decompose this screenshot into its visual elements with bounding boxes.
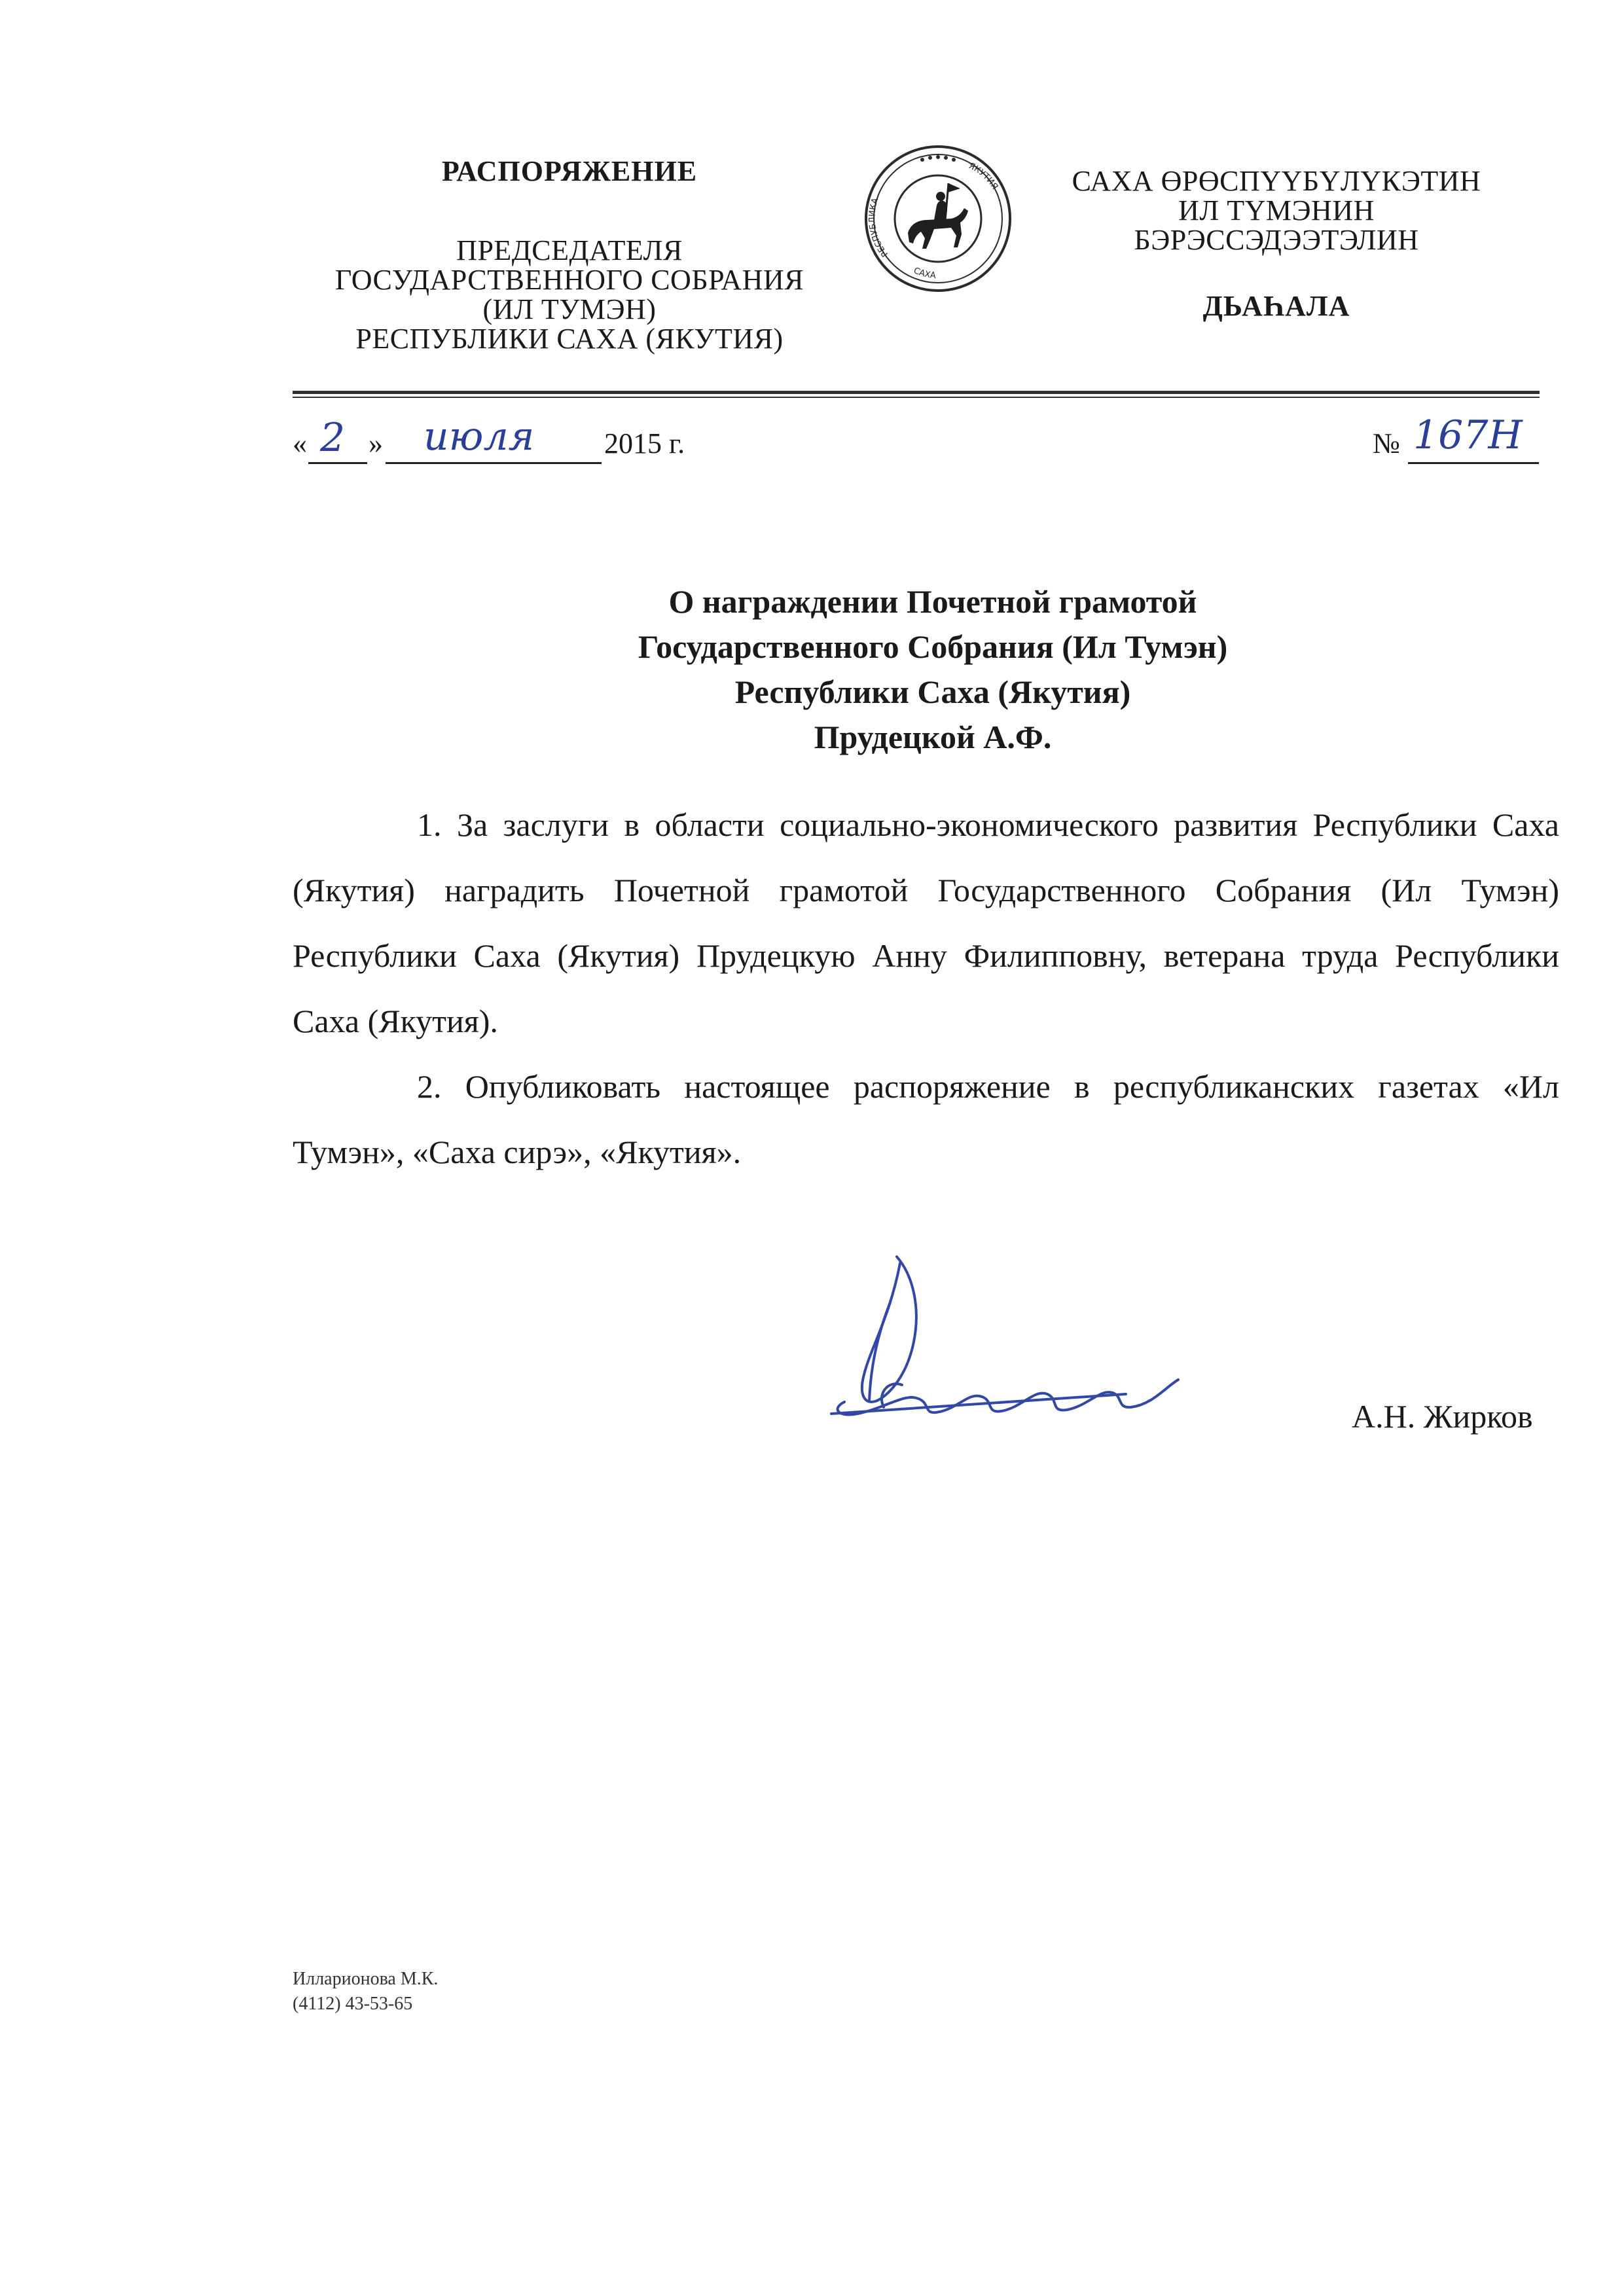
signer-name: А.Н. Жирков bbox=[1352, 1398, 1533, 1435]
date-month: июля bbox=[424, 414, 535, 459]
date-quote-open: « bbox=[293, 427, 307, 459]
emblem-text-bottom: САХА bbox=[912, 266, 937, 281]
header-right-line: БЭРЭССЭДЭЭТЭЛИН bbox=[1134, 223, 1419, 256]
header-left-line: ПРЕДСЕДАТЕЛЯ bbox=[456, 234, 683, 266]
emblem-text-left: РЕСПУБЛИКА bbox=[867, 196, 891, 259]
header-left-line: РЕСПУБЛИКИ САХА (ЯКУТИЯ) bbox=[355, 322, 784, 355]
paragraph-2: 2. Опубликовать настоящее распоряжение в республиканских газетах «Ил Тумэн», «Саха сирэ», «Якутия». bbox=[293, 1068, 1559, 1170]
header-left-line: ГОСУДАРСТВЕННОГО СОБРАНИЯ bbox=[334, 263, 804, 296]
header-left-line: (ИЛ ТУМЭН) bbox=[482, 293, 657, 325]
subject-line: Республики Саха (Якутия) bbox=[734, 673, 1131, 710]
svg-text:РЕСПУБЛИКА bbox=[867, 197, 890, 259]
emblem-text-right: ЯКУТИЯ bbox=[967, 161, 1000, 192]
header-right-title: ДЬАҺАЛА bbox=[1202, 289, 1350, 322]
header-right bbox=[1047, 167, 1506, 321]
date-quote-close: » bbox=[369, 427, 383, 459]
header-left bbox=[288, 157, 851, 353]
subject-line: Прудецкой А.Ф. bbox=[814, 719, 1052, 755]
header-divider bbox=[293, 391, 1540, 394]
executor-info bbox=[293, 1967, 438, 2017]
header-divider-thin bbox=[293, 397, 1540, 398]
document-number: 167Н bbox=[1413, 412, 1523, 458]
subject-line: О награждении Почетной грамотой bbox=[668, 583, 1197, 620]
date-number-line bbox=[293, 412, 1540, 471]
date-day: 2 bbox=[320, 415, 346, 461]
document-subject bbox=[327, 579, 1538, 760]
handwritten-signature-icon bbox=[785, 1237, 1204, 1446]
header-right-line: ИЛ ТҮМЭНИН bbox=[1178, 194, 1375, 226]
paragraph-1: 1. За заслуги в области социально-экономического развития Республики Саха (Якутия) наградить Почетной грамотой Государственного Собрания (Ил Тумэн) Республики Саха (Якутия) Прудецкую Анну Филипповну, ветерана труда Республики Саха (Якутия). bbox=[293, 806, 1559, 1039]
header-right-line: САХА ӨРӨСПҮҮБҮЛҮКЭТИН bbox=[1072, 165, 1481, 197]
header-left-title: РАСПОРЯЖЕНИЕ bbox=[441, 155, 698, 187]
executor-name: Илларионова М.К. bbox=[293, 1969, 439, 1989]
sakha-republic-emblem-icon bbox=[862, 143, 1014, 295]
header-right-body bbox=[1047, 167, 1506, 255]
header-left-body bbox=[288, 236, 851, 354]
number-sign: № bbox=[1373, 427, 1400, 459]
executor-phone: (4112) 43-53-65 bbox=[293, 1994, 413, 2014]
date-year: 2015 г. bbox=[604, 427, 685, 459]
subject-line: Государственного Собрания (Ил Тумэн) bbox=[638, 628, 1228, 665]
